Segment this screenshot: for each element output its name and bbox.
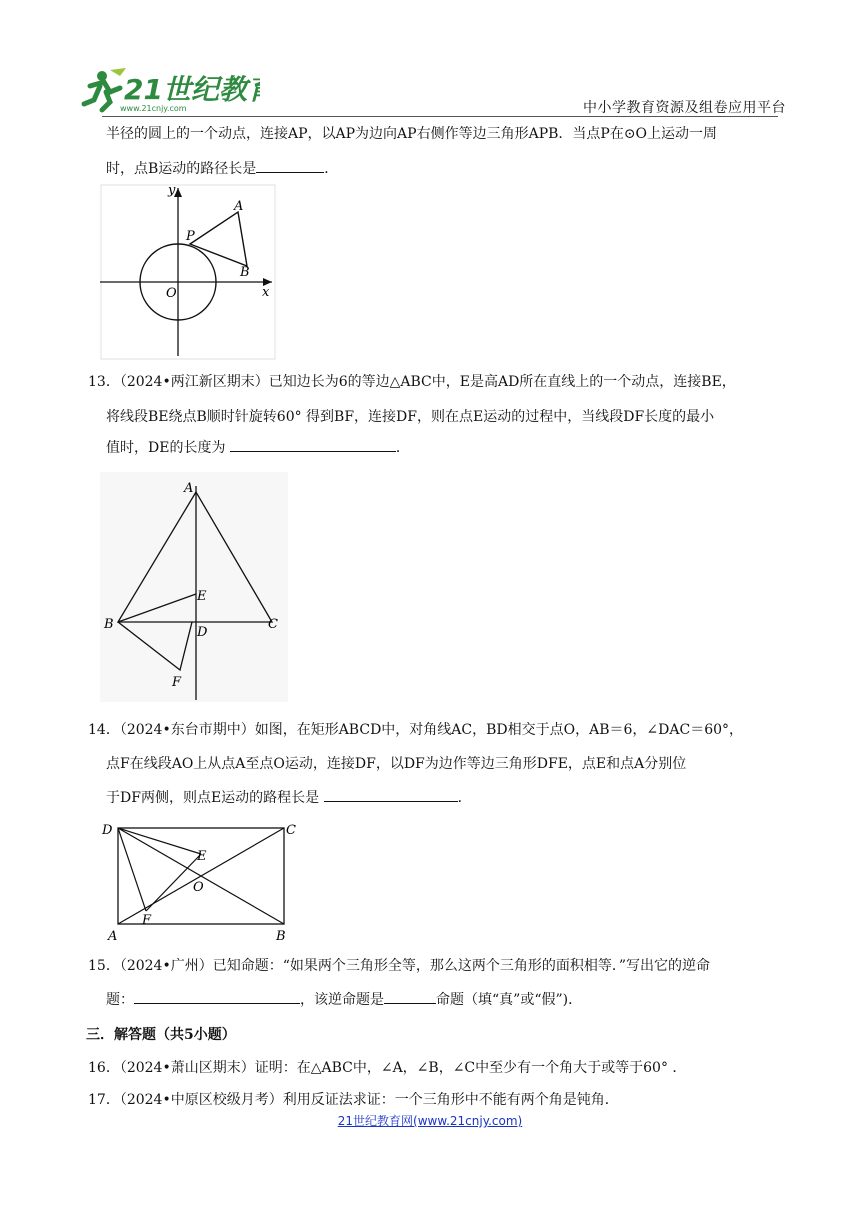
fig12-label-P: P bbox=[186, 229, 195, 244]
fig14-label-O: O bbox=[193, 880, 204, 895]
fig12-label-A: A bbox=[234, 199, 244, 214]
fig12-label-y: y bbox=[168, 184, 176, 198]
answer-blank bbox=[134, 989, 300, 1004]
answer-blank bbox=[384, 989, 436, 1004]
q13-line2: 将线段BE绕点B顺时针旋转60° 得到BF，连接DF，则在点E运动的过程中，当线段DF长度的最小 bbox=[106, 409, 715, 425]
fig12-label-B: B bbox=[240, 265, 250, 280]
q13-line3-text: 值时，DE的长度为 bbox=[106, 440, 226, 456]
q14-line3 bbox=[106, 784, 782, 813]
q15-line2-mid: ，该逆命题是 bbox=[300, 992, 384, 1008]
fig14-label-D: D bbox=[102, 823, 113, 838]
q16: 16．（2024•萧山区期末）证明：在△ABC中，∠A，∠B，∠C中至少有一个角大于或等于60° ． bbox=[88, 1060, 687, 1076]
q13-line1: 13．（2024•两江新区期末）已知边长为6的等边△ABC中，E是高AD所在直线上的一个动点，连接BE， bbox=[88, 374, 736, 390]
fig13-label-A: A bbox=[184, 481, 194, 496]
fig13-label-D: D bbox=[197, 625, 208, 640]
q15-line2 bbox=[106, 986, 782, 1015]
figure-q14 bbox=[100, 818, 300, 944]
site-logo bbox=[80, 66, 260, 114]
platform-title: 中小学教育资源及组卷应用平台 bbox=[583, 100, 786, 116]
q12-line2 bbox=[106, 155, 782, 184]
logo-text: 21世纪教育 bbox=[124, 73, 260, 106]
q15-line2-text: 题： bbox=[106, 992, 134, 1008]
header-divider bbox=[102, 116, 778, 117]
figure-q13 bbox=[100, 472, 290, 704]
logo-url: www.21cnjy.com bbox=[120, 104, 187, 113]
q14-line3-text: 于DF两侧，则点E运动的路程长是 bbox=[106, 790, 320, 806]
fig12-label-x: x bbox=[262, 285, 270, 300]
fig14-label-E: E bbox=[197, 849, 207, 864]
fig14-label-B: B bbox=[276, 929, 286, 944]
q14-line3-end: ． bbox=[457, 790, 472, 806]
fig14-label-C: C bbox=[286, 823, 296, 838]
q15-line1: 15．（2024•广州）已知命题：“如果两个三角形全等，那么这两个三角形的面积相等．”写出它的逆命 bbox=[88, 958, 711, 974]
section-heading: 三．解答题（共5小题） bbox=[86, 1027, 236, 1043]
fig13-label-B: B bbox=[104, 617, 114, 632]
q14-line1: 14．（2024•东台市期中）如图，在矩形ABCD中，对角线AC，BD相交于点O，AB＝6，∠DAC＝60°， bbox=[88, 722, 744, 738]
figure-q12 bbox=[100, 184, 276, 360]
q12-line2-end: ． bbox=[324, 161, 339, 177]
answer-blank bbox=[230, 437, 396, 452]
fig14-label-F: F bbox=[142, 913, 152, 928]
fig13-label-C: C bbox=[268, 617, 278, 632]
answer-blank bbox=[324, 787, 458, 802]
fig13-label-F: F bbox=[172, 675, 182, 690]
footer-link[interactable]: 21世纪教育网(www.21cnjy.com) bbox=[337, 1114, 523, 1128]
q17: 17．（2024•中原区校级月考）利用反证法求证：一个三角形中不能有两个角是钝角． bbox=[88, 1092, 619, 1108]
q15-line2-end: 命题（填“真”或“假”)． bbox=[436, 992, 583, 1008]
q12-line2-text: 时，点B运动的路径长是 bbox=[106, 161, 257, 177]
q12-line1: 半径的圆上的一个动点，连接AP，以AP为边向AP右侧作等边三角形APB．当点P在⊙O上运动一周 bbox=[106, 126, 718, 142]
q13-line3 bbox=[106, 434, 782, 463]
answer-blank bbox=[256, 158, 324, 173]
fig13-label-E: E bbox=[197, 589, 207, 604]
fig12-label-O: O bbox=[166, 286, 177, 301]
q14-line2: 点F在线段AO上从点A至点O运动，连接DF，以DF为边作等边三角形DFE，点E和点A分别位 bbox=[106, 756, 687, 772]
q13-line3-end: ． bbox=[395, 440, 410, 456]
fig14-label-A: A bbox=[108, 929, 118, 944]
